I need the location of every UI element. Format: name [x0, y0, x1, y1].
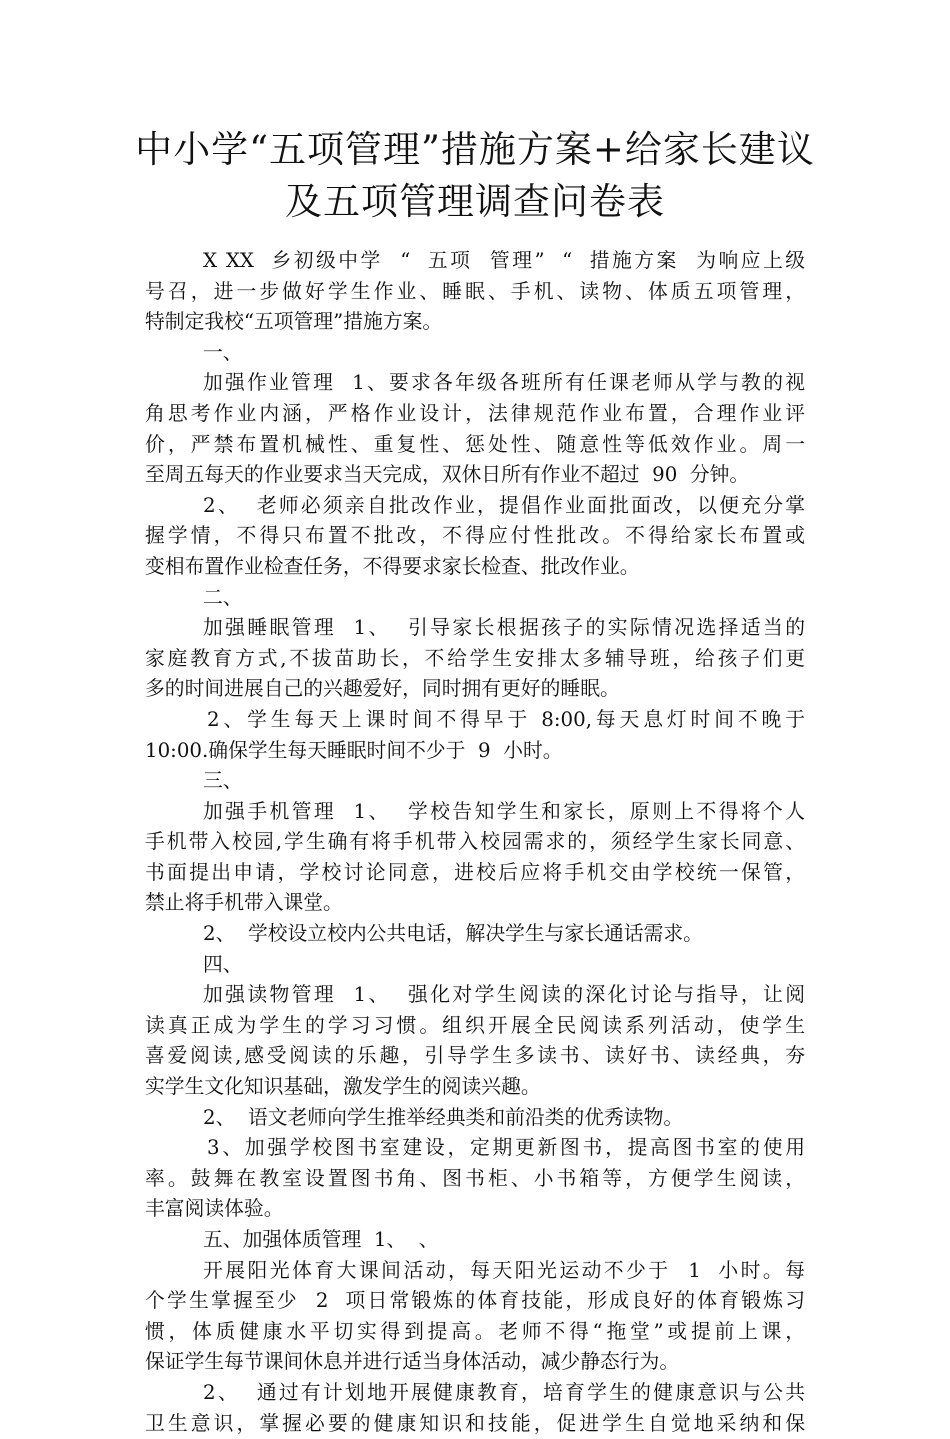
- body-text-line: 握学情，不得只布置不批改，不得应付性批改。不得给家长布置或: [145, 524, 805, 548]
- body-text-line: 一、: [203, 340, 243, 364]
- body-text-line: 10:00.确保学生每天睡眠时间不少于 9 小时。: [145, 738, 563, 762]
- body-text-line: 书面提出申请，学校讨论同意，进校后应将手机交由学校统一保管，: [145, 860, 805, 884]
- body-text-line: 2、 通过有计划地开展健康教育，培育学生的健康意识与公共: [203, 1380, 805, 1404]
- body-text-line: 二、: [203, 585, 243, 609]
- body-text-line: 率。鼓舞在教室设置图书角、图书柜、小书箱等，方便学生阅读，: [145, 1166, 805, 1190]
- body-text-line: 号召，进一步做好学生作业、睡眠、手机、读物、体质五项管理，: [145, 279, 805, 303]
- body-text-line: 2、 老师必须亲自批改作业，提倡作业面批面改，以便充分掌: [203, 493, 805, 517]
- body-text-line: 禁止将手机带入课堂。: [145, 891, 343, 915]
- body-text-line: 丰富阅读体验。: [145, 1197, 284, 1221]
- body-text-line: 加强作业管理 1、要求各年级各班所有任课老师从学与教的视: [203, 371, 805, 395]
- body-text-line: 价，严禁布置机械性、重复性、惩处性、随意性等低效作业。周一: [145, 432, 805, 456]
- body-text-line: 读真正成为学生的学习习惯。组织开展全民阅读系列活动，使学生: [145, 1013, 805, 1037]
- body-text-line: 惯，体质健康水平切实得到提高。老师不得“拖堂”或提前上课，: [145, 1319, 805, 1343]
- body-text-line: 卫生意识，掌握必要的健康知识和技能，促进学生自觉地采纳和保: [145, 1411, 805, 1435]
- body-text-line: 家庭教育方式,不拔苗助长，不给学生安排太多辅导班，给孩子们更: [145, 646, 805, 670]
- body-text-line: 加强读物管理 1、 强化对学生阅读的深化讨论与指导，让阅: [203, 983, 805, 1007]
- body-text-line: 开展阳光体育大课间活动，每天阳光运动不少于 1 小时。每: [203, 1258, 805, 1282]
- body-text-line: 角思考作业内涵，严格作业设计，法律规范作业布置，合理作业评: [145, 401, 805, 425]
- body-text-line: 五、加强体质管理 1、 、: [203, 1228, 439, 1251]
- body-text-line: 三、: [203, 769, 243, 793]
- document-title-line-2: 及五项管理调查问卷表: [285, 180, 665, 223]
- body-text-line: 加强睡眠管理 1、 引导家长根据孩子的实际情况选择适当的: [203, 616, 805, 640]
- body-text-line: 四、: [203, 952, 243, 976]
- body-text-line: 2、学生每天上课时间不得早于 8:00,每天息灯时间不晚于: [207, 707, 805, 731]
- body-text-line: 3、加强学校图书室建设，定期更新图书，提高图书室的使用: [207, 1136, 805, 1160]
- body-text-line: 2、 语文老师向学生推举经典类和前沿类的优秀读物。: [203, 1105, 684, 1129]
- body-text-line: X XX 乡初级中学 “ 五项 管理” “ 措施方案 为响应上级: [203, 249, 805, 272]
- body-text-line: 喜爱阅读,感受阅读的乐趣，引导学生多读书、读好书、读经典，夯: [145, 1044, 805, 1068]
- body-text-line: 手机带入校园,学生确有将手机带入校园需求的，须经学生家长同意、: [145, 830, 805, 854]
- body-text-line: 多的时间进展自己的兴趣爱好，同时拥有更好的睡眠。: [145, 677, 620, 701]
- body-text-line: 至周五每天的作业要求当天完成，双休日所有作业不超过 90 分钟。: [145, 463, 750, 487]
- body-text-line: 保证学生每节课间休息并进行适当身体活动，减少静态行为。: [145, 1350, 680, 1374]
- body-text-line: 变相布置作业检查任务，不得要求家长检查、批改作业。: [145, 554, 640, 578]
- body-text-line: 特制定我校“五项管理”措施方案。: [145, 310, 443, 334]
- document-body: [145, 246, 805, 1439]
- body-text-line: 个学生掌握至少 2 项日常锻炼的体育技能，形成良好的体育锻炼习: [145, 1289, 805, 1313]
- body-text-line: 2、 学校设立校内公共电话，解决学生与家长通话需求。: [203, 922, 703, 946]
- document-title-line-1: 中小学“五项管理”措施方案+给家长建议: [135, 128, 815, 171]
- body-text-line: 实学生文化知识基础，激发学生的阅读兴趣。: [145, 1075, 541, 1099]
- body-text-line: 加强手机管理 1、 学校告知学生和家长，原则上不得将个人: [203, 799, 805, 823]
